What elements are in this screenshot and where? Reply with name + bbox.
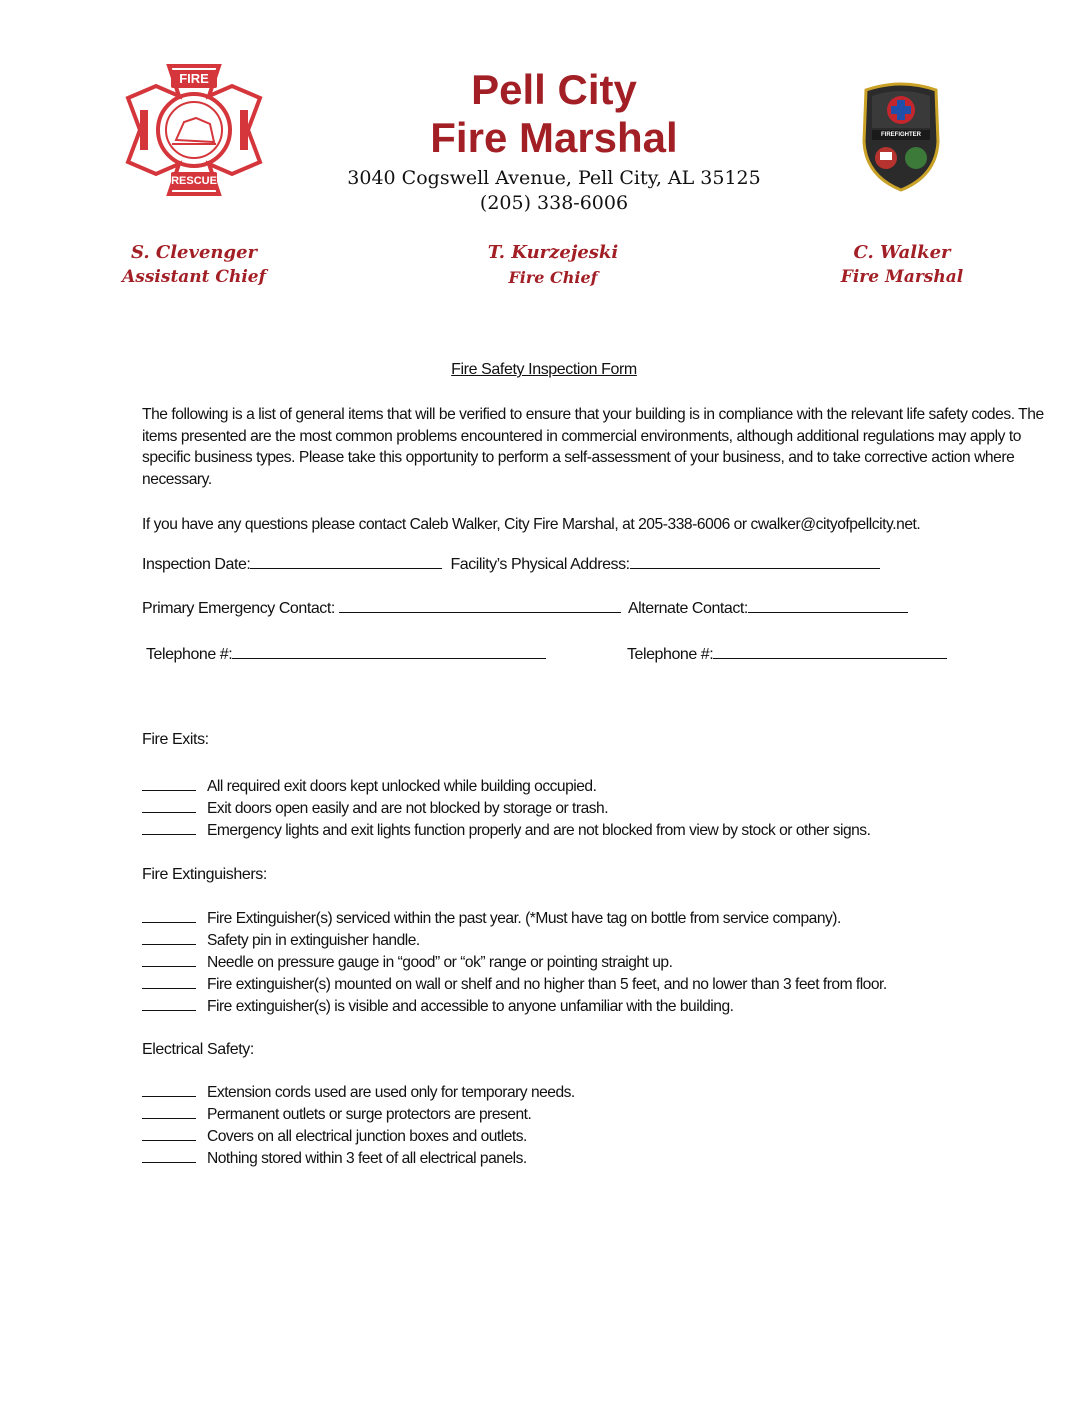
telephone-1-row: [146, 643, 550, 666]
check-blank[interactable]: [142, 820, 196, 835]
list-item: Permanent outlets or surge protectors are present.: [142, 1104, 1042, 1126]
alternate-contact-label: Alternate Contact:: [627, 600, 748, 617]
fire-rescue-logo: [124, 62, 264, 198]
officer-fire-marshal: [772, 240, 1032, 290]
facility-address-field[interactable]: [630, 553, 880, 569]
intro-paragraph: The following is a list of general items that will be verified to ensure that your building is in compliance with the relevant life safety codes. The items presented are the most common problems encountered in commercial environments, although additional regulations may apply to specific business types. Please take this opportunity to perform a self-assessment of your business, and to take corrective action where necessary.: [142, 406, 1044, 488]
officer-name: C. Walker: [853, 242, 951, 263]
telephone-2-field[interactable]: [713, 643, 947, 659]
list-item: Exit doors open easily and are not blocked by storage or trash.: [142, 798, 1042, 820]
logo-top-text: FIRE: [179, 71, 209, 86]
org-title-line2: Fire Marshal: [430, 114, 678, 161]
list-item: Needle on pressure gauge in “good” or “ok” range or pointing straight up.: [142, 952, 1042, 974]
list-item: Emergency lights and exit lights function properly and are not blocked from view by stock or other signs.: [142, 820, 1042, 842]
officer-name: S. Clevenger: [130, 242, 258, 263]
telephone-1-field[interactable]: [232, 643, 546, 659]
telephone-2-row: [627, 643, 951, 666]
org-phone: (205) 338-6006: [479, 192, 629, 214]
check-blank[interactable]: [142, 1082, 196, 1097]
officer-role: Fire Marshal: [840, 267, 964, 287]
officer-fire-chief: [423, 240, 683, 290]
facility-address-label: Facility’s Physical Address:: [450, 556, 630, 573]
list-item: Extension cords used are used only for temporary needs.: [142, 1082, 1042, 1104]
list-item: Fire extinguisher(s) is visible and accessible to anyone unfamiliar with the building.: [142, 996, 1042, 1018]
list-item: All required exit doors kept unlocked while building occupied.: [142, 776, 1042, 798]
contact-paragraph: If you have any questions please contact Caleb Walker, City Fire Marshal, at 205-338-6006 or cwalker@cityofpellcity.net.: [142, 516, 921, 533]
org-address: 3040 Cogswell Avenue, Pell City, AL 35125: [347, 167, 761, 189]
fire-exits-list: [142, 776, 1042, 842]
badge-label: FIREFIGHTER: [881, 132, 921, 138]
org-title-line1: Pell City: [471, 66, 637, 113]
check-blank[interactable]: [142, 1104, 196, 1119]
check-blank[interactable]: [142, 776, 196, 791]
logo-bottom-text: RESCUE: [171, 175, 217, 187]
firefighter-badge-logo: [858, 80, 944, 192]
list-item: Fire extinguisher(s) mounted on wall or shelf and no higher than 5 feet, and no lower than 3 feet from floor.: [142, 974, 1042, 996]
electrical-safety-heading: Electrical Safety:: [142, 1041, 254, 1058]
fire-extinguishers-heading: Fire Extinguishers:: [142, 866, 267, 883]
check-blank[interactable]: [142, 908, 196, 923]
field-row-1: [142, 553, 884, 576]
check-blank[interactable]: [142, 1148, 196, 1163]
field-row-2: [142, 597, 912, 620]
telephone-1-label: Telephone #:: [146, 646, 233, 663]
list-item: Nothing stored within 3 feet of all electrical panels.: [142, 1148, 1042, 1170]
telephone-2-label: Telephone #:: [627, 646, 714, 663]
check-blank[interactable]: [142, 798, 196, 813]
officer-assistant-chief: [64, 240, 324, 290]
primary-contact-label: Primary Emergency Contact:: [142, 600, 335, 617]
check-blank[interactable]: [142, 1126, 196, 1141]
alternate-contact-field[interactable]: [748, 597, 908, 613]
inspection-date-field[interactable]: [250, 553, 442, 569]
officer-role: Assistant Chief: [122, 267, 266, 287]
fire-extinguishers-list: [142, 908, 1042, 1018]
list-item: Fire Extinguisher(s) serviced within the past year. (*Must have tag on bottle from service company).: [142, 908, 1042, 930]
electrical-safety-list: [142, 1082, 1042, 1170]
check-blank[interactable]: [142, 930, 196, 945]
form-title: Fire Safety Inspection Form: [451, 361, 637, 378]
check-blank[interactable]: [142, 974, 196, 989]
officer-name: T. Kurzejeski: [487, 242, 619, 263]
check-blank[interactable]: [142, 996, 196, 1011]
officer-role: Fire Chief: [508, 268, 598, 287]
inspection-date-label: Inspection Date:: [142, 556, 251, 573]
primary-contact-field[interactable]: [339, 597, 621, 613]
fire-exits-heading: Fire Exits:: [142, 731, 209, 748]
letterhead: [300, 66, 808, 216]
check-blank[interactable]: [142, 952, 196, 967]
list-item: Covers on all electrical junction boxes and outlets.: [142, 1126, 1042, 1148]
list-item: Safety pin in extinguisher handle.: [142, 930, 1042, 952]
